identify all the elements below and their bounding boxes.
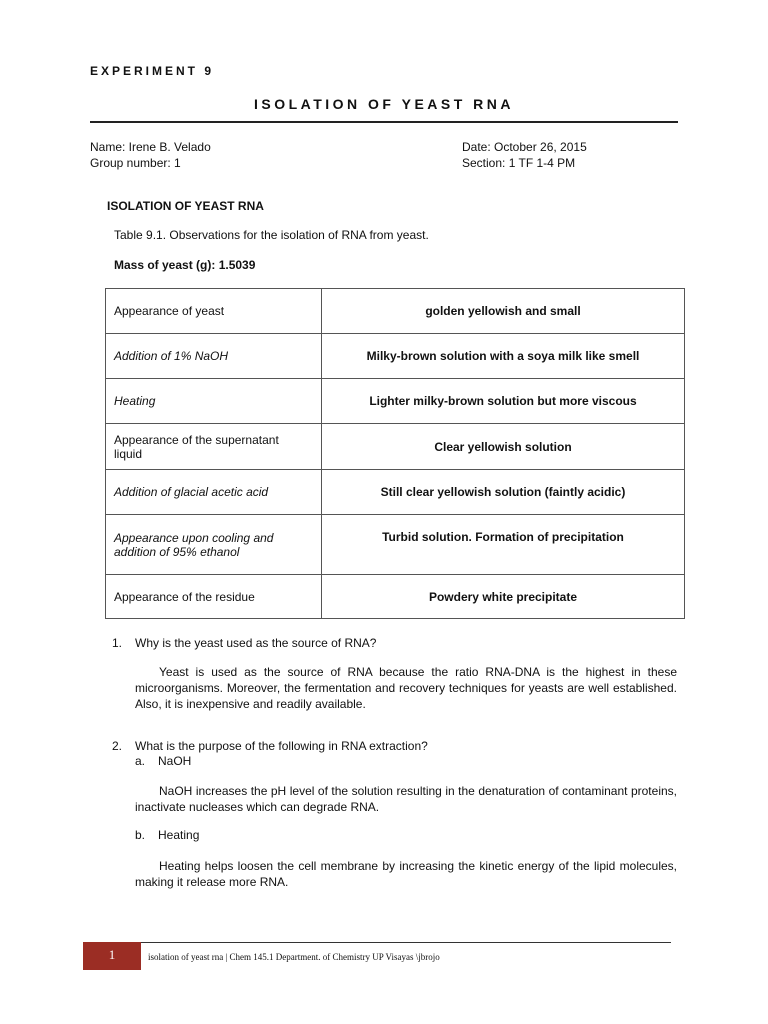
answer-paragraph: Heating helps loosen the cell membrane by increasing the kinetic energy of the lipid molecules, making it release more RNA. [135,859,677,889]
answer-paragraph: Yeast is used as the source of RNA because the ratio RNA-DNA is the highest in these microorganisms. Moreover, the fermentation and recovery techniques for yeasts are well established. Also, it is inexpensive and readily available. [135,665,677,711]
footer-text: isolation of yeast rna | Chem 145.1 Department. of Chemistry UP Visayas \jbrojo [148,952,440,962]
row-label: Appearance upon cooling and addition of 95% ethanol [106,515,322,575]
sub-item-label: NaOH [158,754,192,768]
student-name: Name: Irene B. Velado [90,140,211,154]
mass-value: : 1.5039 [211,258,256,272]
question-text: Why is the yeast used as the source of RNA? [135,636,377,650]
table-row [106,334,685,379]
sub-item-label: Heating [158,828,200,842]
row-label: Heating [106,379,322,424]
row-label: Appearance of the supernatant liquid [106,424,322,470]
row-value: Still clear yellowish solution (faintly acidic) [322,470,685,515]
row-value: Powdery white precipitate [322,575,685,619]
row-label: Addition of 1% NaOH [106,334,322,379]
table-row [106,289,685,334]
table-caption: Table 9.1. Observations for the isolation of RNA from yeast. [114,228,429,242]
table-row [106,379,685,424]
page-title: ISOLATION OF YEAST RNA [253,96,515,112]
group-number: Group number: 1 [90,156,181,170]
question-number: 2. [112,739,123,753]
row-label: Appearance of the residue [106,575,322,619]
footer-divider [141,942,671,943]
question-text: What is the purpose of the following in RNA extraction? [135,739,428,753]
experiment-date: Date: October 26, 2015 [462,140,587,154]
row-value: Clear yellowish solution [322,424,685,470]
mass-of-yeast [114,258,255,272]
answer-paragraph: NaOH increases the pH level of the solution resulting in the denaturation of contaminant proteins, inactivate nucleases which can degrade RNA. [135,784,677,814]
table-row [106,575,685,619]
question-number: 1. [112,636,123,650]
observations-table [105,288,685,619]
table-row [106,515,685,575]
row-value: golden yellowish and small [322,289,685,334]
mass-label: Mass of yeast (g) [114,258,212,272]
page-number: 1 [108,947,116,962]
sub-item-letter: b. [135,828,146,842]
experiment-label: EXPERIMENT 9 [90,64,215,78]
title-divider [90,121,678,123]
row-value: Lighter milky-brown solution but more viscous [322,379,685,424]
row-label: Appearance of yeast [106,289,322,334]
class-section: Section: 1 TF 1-4 PM [462,156,576,170]
row-label: Addition of glacial acetic acid [106,470,322,515]
row-value: Turbid solution. Formation of precipitation [322,515,685,575]
section-heading: ISOLATION OF YEAST RNA [107,199,264,213]
row-value: Milky-brown solution with a soya milk like smell [322,334,685,379]
table-row [106,470,685,515]
sub-item-letter: a. [135,754,146,768]
table-row [106,424,685,470]
